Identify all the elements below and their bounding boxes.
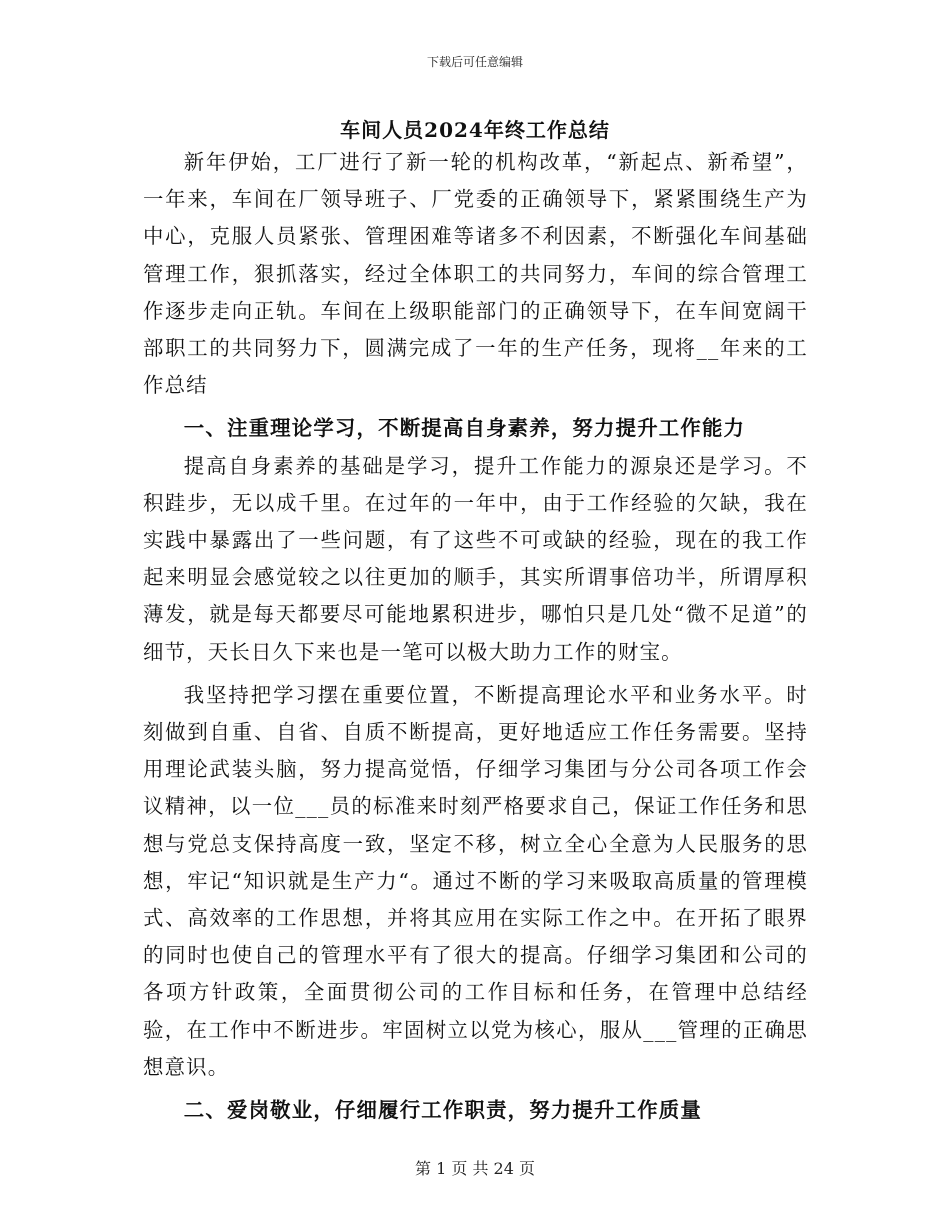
- section-1-paragraph-2: 我坚持把学习摆在重要位置，不断提高理论水平和业务水平。时刻做到自重、自省、自质不断提高，更好地适应工作任务需要。坚持用理论武装头脑，努力提高觉悟，仔细学习集团与分公司各项工作会议精神，以一位___员的标准来时刻严格要求自己，保证工作任务和思想与党总支保持高度一致，坚定不移，树立全心全意为人民服务的思想，牢记“知识就是生产力“。通过不断的学习来吸取高质量的管理模式、高效率的工作思想，并将其应用在实际工作之中。在开拓了眼界的同时也使自己的管理水平有了很大的提高。仔细学习集团和公司的各项方针政策，全面贯彻公司的工作目标和任务，在管理中总结经验，在工作中不断进步。牢固树立以党为核心，服从___管理的正确思想意识。: [143, 682, 808, 1079]
- page-number: 第 1 页 共 24 页: [415, 1159, 535, 1178]
- document-title: 车间人员2024年终工作总结: [340, 118, 610, 142]
- document-body: [143, 144, 808, 1129]
- section-1-heading: 一、注重理论学习，不断提高自身素养，努力提升工作能力: [183, 416, 746, 441]
- header-note: 下载后可任意编辑: [426, 55, 523, 69]
- section-1-paragraph-1: 提高自身素养的基础是学习，提升工作能力的源泉还是学习。不积跬步，无以成千里。在过年的一年中，由于工作经验的欠缺，我在实践中暴露出了一些问题，有了这些不可或缺的经验，现在的我工作起来明显会感觉较之以往更加的顺手，其实所谓事倍功半，所谓厚积薄发，就是每天都要尽可能地累积进步，哪怕只是几处“微不足道”的细节，天长日久下来也是一笔可以极大助力工作的财宝。: [143, 453, 808, 664]
- intro-paragraph: 新年伊始，工厂进行了新一轮的机构改革，“新起点、新希望”，一年来，车间在厂领导班子、厂党委的正确领导下，紧紧围绕生产为中心，克服人员紧张、管理困难等诸多不利因素，不断强化车间基础管理工作，狠抓落实，经过全体职工的共同努力，车间的综合管理工作逐步走向正轨。车间在上级职能部门的正确领导下，在车间宽阔干部职工的共同努力下，圆满完成了一年的生产任务，现将__年来的工作总结: [143, 150, 808, 398]
- section-2-heading: 二、爱岗敬业，仔细履行工作职责，努力提升工作质量: [183, 1098, 702, 1123]
